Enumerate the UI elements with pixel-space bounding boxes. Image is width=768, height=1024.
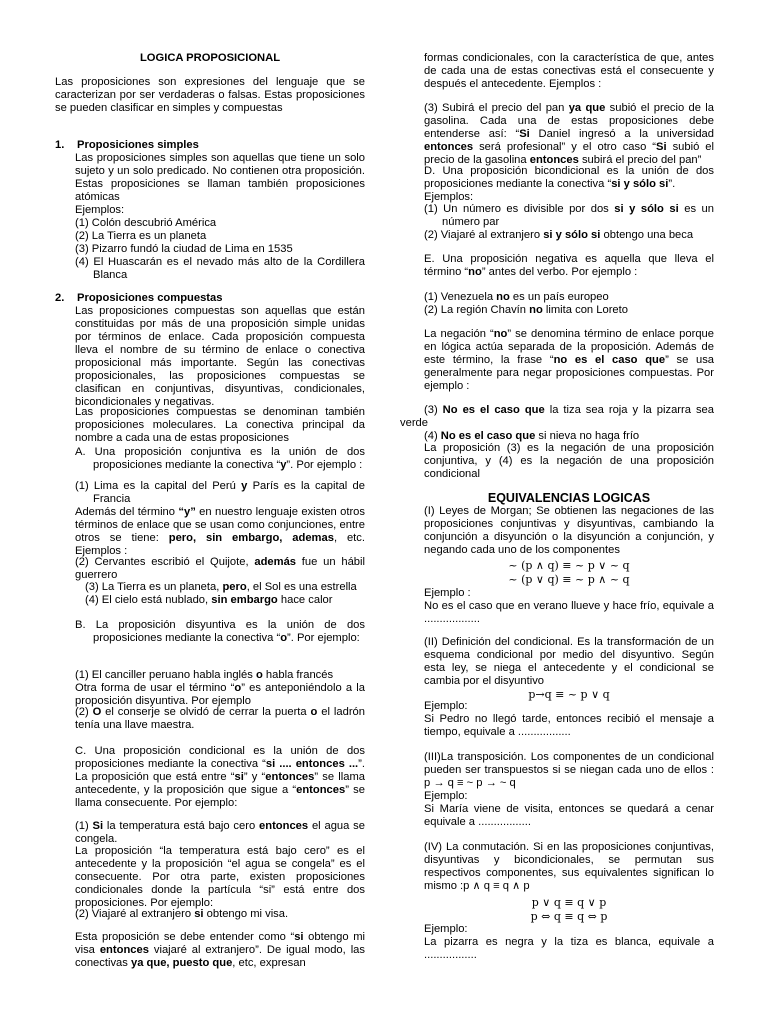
paragraph: (II) Definición del condicional. Es la transformación de un esquema condicional por medio del disyuntivo. Según esta ley, se niega el antecedente y el condicional se cambia por el disyuntivo <box>424 636 714 687</box>
formula: p ⇔ q ≡ q ⇔ p <box>530 910 608 923</box>
paragraph: No es el caso que en verano llueve y hace frío, equivale a .................. <box>424 600 714 625</box>
item-B: B. La proposición disyuntiva es la unión de dos proposiciones mediante la conectiva “o”. Por ejemplo: <box>75 619 365 644</box>
section-2-text: Las proposiciones compuestas son aquellas que están constituidas por más de una proposición simple unidas por términos de enlace. Cada proposición compuesta lleva el nombre de su término de enlace o conectiva proposicional más importante. Según las conectivas proposicionales, las proposiciones compuestas se clasifican en conjuntivas, disyuntivas, condicionales, bicondicionales y negativas. <box>75 305 365 408</box>
list-item: (1) Un número es divisible por dos si y sólo si es un número par <box>424 203 714 228</box>
list-item: (4) No es el caso que si nieva no haga frío <box>424 430 640 442</box>
section-2-title: Proposiciones compuestas <box>77 292 223 304</box>
paragraph: Si María viene de visita, entonces se quedará a cenar equivale a ................. <box>424 803 714 828</box>
section-2-heading <box>55 292 365 305</box>
paragraph: La negación “no” se denomina término de enlace porque en lógica actúa separada de la proposición. Además de este término, la frase “no es el caso que” se usa generalmente para negar proposiciones compuestas. Por ejemplo : <box>424 328 715 392</box>
section-1-heading <box>55 139 365 152</box>
list-item: (3) Pizarro fundó la ciudad de Lima en 1535 <box>75 243 293 255</box>
item-C: C. Una proposición condicional es la unión de dos proposiciones mediante la conectiva “si .... entonces ...”. La proposición que está entre “si” y “entonces” se llama antecedente, y la proposición que sigue a “entonces” se llama consecuente. Por ejemplo: <box>75 745 366 809</box>
item-E: E. Una proposición negativa es aquella que lleva el término “no” antes del verbo. Por ejemplo : <box>424 253 714 278</box>
paragraph: La proposición “la temperatura está bajo cero” es el antecedente y la proposición “el agua se congela” es el consecuente. Por otra parte, existen proposiciones condicionales donde la partícula “si” está entre dos proposiciones. Por ejemplo: <box>75 845 365 909</box>
formula: ~ (p ∨ q) ≡ ~ p ∧ ~ q <box>508 573 630 586</box>
list-item: (1) El canciller peruano habla inglés o habla francés <box>75 669 334 681</box>
paragraph: La pizarra es negra y la tiza es blanca, equivale a ................. <box>424 936 714 961</box>
formula: ~ (p ∧ q) ≡ ~ p ∨ ~ q <box>508 559 630 572</box>
item-D: D. Una proposición bicondicional es la unión de dos proposiciones mediante la conectiva “si y sólo si”. <box>424 165 714 190</box>
example-label: Ejemplo: <box>424 923 468 935</box>
list-item: (2) La Tierra es un planeta <box>75 230 207 242</box>
examples-label: Ejemplos: <box>424 191 474 203</box>
paragraph: (III)La transposición. Los componentes de un condicional pueden ser transpuestos si se niegan cada uno de ellos : p → q ≡ ~ p → ~ q <box>424 751 714 789</box>
list-item: (4) El Huascarán es el nevado más alto de la Cordillera Blanca <box>75 256 365 281</box>
page-title: LOGICA PROPOSICIONAL <box>139 52 281 64</box>
section-1-number: 1. <box>55 139 65 151</box>
list-item: (2) Viajaré al extranjero si obtengo mi visa. <box>75 908 289 920</box>
paragraph: formas condicionales, con la característica de que, antes de cada una de estas conectivas está el consecuente y después el antecedente. Ejemplos : <box>424 52 714 90</box>
list-item: (1) Venezuela no es un país europeo <box>424 291 609 303</box>
list-item: (3) La Tierra es un planeta, pero, el Sol es una estrella <box>85 581 357 593</box>
example-label: Ejemplo : <box>424 587 471 599</box>
list-item: (3) Subirá el precio del pan ya que subió el precio de la gasolina. Cada una de estas proposiciones debe entenderse así: “Si Daniel ingresó a la universidad entonces será profesional” y el otro caso “Si subió el precio de la gasolina entonces subirá el precio del pan” <box>424 102 714 166</box>
paragraph: Además del término “y” en nuestro lenguaje existen otros términos de enlace que se usan como conjunciones, entre otros se tiene: pero, sin embargo, ademas, etc. Ejemplos : <box>75 506 365 557</box>
paragraph: La proposición (3) es la negación de una proposición conjuntiva, y (4) es la negación de una proposición condicional <box>424 442 714 480</box>
list-item: (1) Colón descubrió América <box>75 217 217 229</box>
intro-paragraph: Las proposiciones son expresiones del lenguaje que se caracterizan por ser verdaderas o falsas. Estas proposiciones se pueden clasificar en simples y compuestas <box>55 76 365 114</box>
formula: p ∨ q ≡ q ∨ p <box>531 896 607 909</box>
list-item: (2) Viajaré al extranjero si y sólo si obtengo una beca <box>424 229 694 241</box>
section-1-title: Proposiciones simples <box>77 139 199 151</box>
examples-label: Ejemplos: <box>75 204 125 216</box>
paragraph: Otra forma de usar el término “o” es anteponiéndolo a la proposición disyuntiva. Por ejemplo <box>75 682 365 707</box>
list-item: (2) O el conserje se olvidó de cerrar la puerta o el ladrón tenía una llave maestra. <box>75 706 365 731</box>
paragraph: Si Pedro no llegó tarde, entonces recibió el mensaje a tiempo, equivale a ................. <box>424 713 714 738</box>
paragraph: (IV) La conmutación. Si en las proposiciones conjuntivas, disyuntivas y bicondicionales, se permutan sus respectivos componentes, sus equivalentes significan lo mismo :p ∧ q ≡ q ∧ p <box>424 841 714 892</box>
list-item: (2) La región Chavín no limita con Loreto <box>424 304 628 316</box>
example-label: Ejemplo: <box>424 790 468 802</box>
list-item: (1) Si la temperatura está bajo cero entonces el agua se congela. <box>75 820 365 845</box>
section-2-text-2: Las proposiciones compuestas se denominan también proposiciones moleculares. La conectiva principal da nombre a cada una de estas proposiciones <box>75 406 365 444</box>
paragraph: Esta proposición se debe entender como “si obtengo mi visa entonces viajaré al extranjero”. De igual modo, las conectivas ya que, puesto que, etc, expresan <box>75 931 366 969</box>
list-item: (1) Lima es la capital del Perú y París es la capital de Francia <box>75 480 365 505</box>
item-A: A. Una proposición conjuntiva es la unión de dos proposiciones mediante la conectiva “y”. Por ejemplo : <box>75 446 365 471</box>
list-item: (4) El cielo está nublado, sin embargo hace calor <box>85 594 333 606</box>
list-item: (2) Cervantes escribió el Quijote, además fue un hábil guerrero <box>75 556 365 581</box>
section-1-text: Las proposiciones simples son aquellas que tiene un solo sujeto y un solo predicado. No contienen otra proposición. Estas proposiciones se llaman también proposiciones atómicas <box>75 152 365 203</box>
section-heading: EQUIVALENCIAS LOGICAS <box>487 491 651 505</box>
list-item: (3) No es el caso que la tiza sea roja y la pizarra sea verde <box>400 404 714 429</box>
formula: p→q ≡ ~ p ∨ q <box>528 688 610 701</box>
paragraph: (I) Leyes de Morgan; Se obtienen las negaciones de las proposiciones conjuntivas y disyuntivas, cambiando la conjunción a disyunción o la disyunción a conjunción, y negando cada uno de los componentes <box>424 505 714 556</box>
example-label: Ejemplo: <box>424 700 468 712</box>
section-2-number: 2. <box>55 292 65 304</box>
